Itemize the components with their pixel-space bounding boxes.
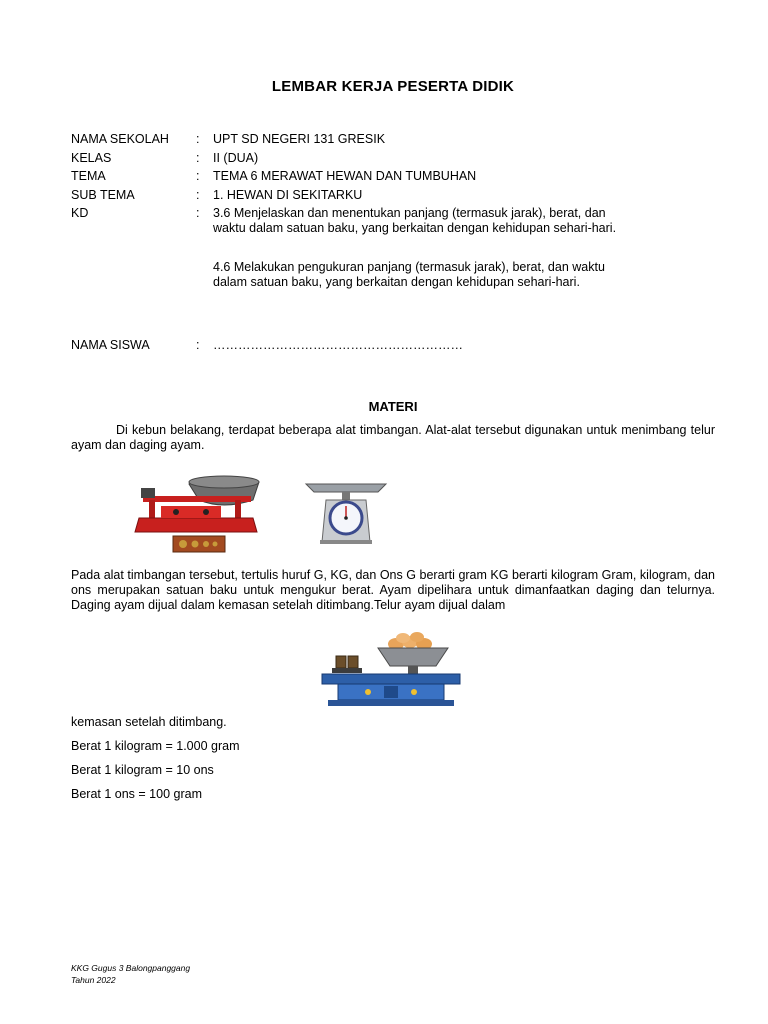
subtheme-label: SUB TEMA: [71, 188, 135, 202]
kd-label: KD: [71, 206, 89, 220]
colon: :: [196, 132, 200, 146]
materi-heading: MATERI: [368, 399, 418, 414]
balance-scale-icon: [131, 470, 269, 560]
materi-paragraph-3: kemasan setelah ditimbang.: [71, 715, 227, 729]
footer-year: Tahun 2022: [71, 975, 116, 985]
colon: :: [196, 188, 200, 202]
footer: [71, 962, 190, 986]
colon: :: [196, 206, 200, 220]
theme-value: TEMA 6 MERAWAT HEWAN DAN TUMBUHAN: [213, 169, 477, 183]
theme-label: TEMA: [71, 169, 106, 183]
class-label: KELAS: [71, 151, 112, 165]
school-value: UPT SD NEGERI 131 GRESIK: [213, 132, 386, 146]
subtheme-value: 1. HEWAN DI SEKITARKU: [213, 188, 363, 202]
colon: :: [196, 169, 200, 183]
fact-kilogram-ons: Berat 1 kilogram = 10 ons: [71, 763, 214, 777]
fact-kilogram-gram: Berat 1 kilogram = 1.000 gram: [71, 739, 240, 753]
footer-group: KKG Gugus 3 Balongpanggang: [71, 963, 191, 973]
page-title: LEMBAR KERJA PESERTA DIDIK: [271, 78, 515, 95]
student-name-blank: ……………………………………………………: [213, 338, 463, 352]
kd-4-6: 4.6 Melakukan pengukuran panjang (termasuk jarak), berat, dan waktu dalam satuan baku, yang berkaitan dengan kehidupan sehari-hari.: [213, 260, 605, 289]
egg-scale-image: [318, 630, 464, 712]
egg-balance-icon: [318, 630, 464, 712]
kd-3-6: 3.6 Menjelaskan dan menentukan panjang (termasuk jarak), berat, dan waktu dalam satuan baku, yang berkaitan dengan kehidupan sehari-hari.: [213, 206, 617, 235]
student-label: NAMA SISWA: [71, 338, 150, 352]
school-label: NAMA SEKOLAH: [71, 132, 169, 146]
balance-scale-image: [131, 470, 269, 560]
fact-ons-gram: Berat 1 ons = 100 gram: [71, 787, 202, 801]
materi-paragraph-2: Pada alat timbangan tersebut, tertulis huruf G, KG, dan Ons G berarti gram KG berarti kilogram Gram, kilogram, dan ons merupakan satuan baku untuk mengukur berat. Ayam dipelihara untuk dimanfaatkan daging dan telurnya. Daging ayam dijual dalam kemasan setelah ditimbang.Telur ayam dijual dalam: [71, 568, 715, 612]
colon: :: [196, 151, 200, 165]
dial-scale-image: [304, 478, 388, 546]
materi-paragraph-1: Di kebun belakang, terdapat beberapa alat timbangan. Alat-alat tersebut digunakan untuk menimbang telur ayam dan daging ayam.: [71, 423, 715, 452]
class-value: II (DUA): [213, 151, 259, 165]
dial-scale-icon: [304, 478, 388, 546]
colon: :: [196, 338, 200, 352]
